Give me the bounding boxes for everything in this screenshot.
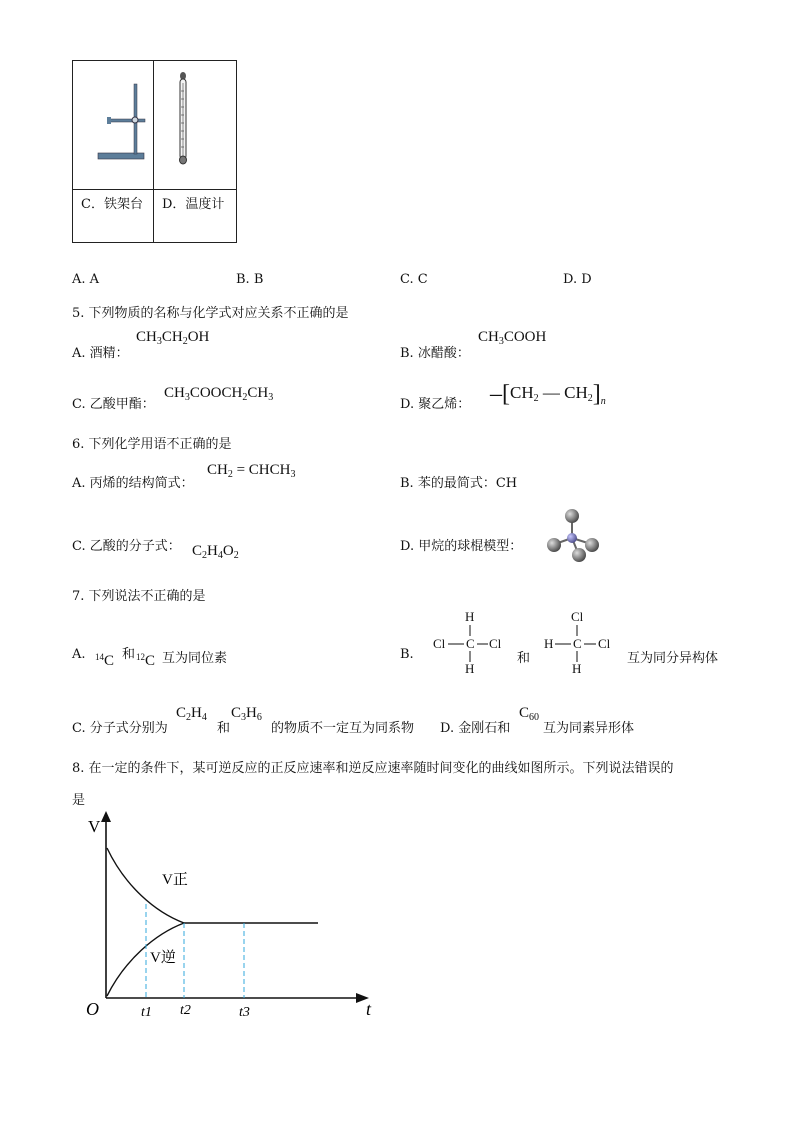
thermometer-image xyxy=(154,61,236,185)
svg-text:C: C xyxy=(466,636,475,651)
series-label-forward: V正 xyxy=(162,872,188,888)
q5-stem: 5. 下列物质的名称与化学式对应关系不正确的是 xyxy=(72,306,349,321)
q6-option-b[interactable]: B. 苯的最简式：CH xyxy=(400,476,518,491)
formula-c2h4: $C_2H_4$ xyxy=(176,705,207,723)
q4-option-c[interactable]: C. C xyxy=(400,272,428,287)
svg-text:Cl: Cl xyxy=(571,609,584,624)
q7-a-and: 和 xyxy=(122,647,136,662)
iron-stand-cell xyxy=(73,61,154,190)
y-axis-label: V xyxy=(88,817,101,836)
dichloromethane-structure-2 xyxy=(540,605,620,677)
q7-a-suffix: 互为同位素 xyxy=(162,651,228,666)
tick-label-t1: t1 xyxy=(141,1005,152,1020)
formula-acetic-acid: $CH_3COOH$ xyxy=(478,329,547,347)
formula-acetic-acid-molecular: $C_2H_4O_2$ xyxy=(192,543,239,561)
q6-option-c[interactable]: C. 乙酸的分子式： xyxy=(72,539,181,554)
y-axis-arrow xyxy=(101,811,111,822)
q6-option-a[interactable]: A. 丙烯的结构简式： xyxy=(72,476,194,491)
formula-propene: $CH_2$ = $CHCH_3$ xyxy=(207,462,296,480)
formula-c3h6: $C_3H_6$ xyxy=(231,705,262,723)
q5-option-a[interactable]: A. 酒精： xyxy=(72,346,129,361)
apparatus-table xyxy=(72,60,237,243)
q7-c-suffix: 的物质不一定互为同系物 xyxy=(271,721,415,736)
series-label-reverse: V逆 xyxy=(150,950,176,966)
svg-text:H: H xyxy=(465,609,475,624)
q7-b-suffix: 互为同分异构体 xyxy=(627,651,719,666)
svg-text:Cl: Cl xyxy=(433,636,446,651)
q5-option-d[interactable]: D. 聚乙烯： xyxy=(400,397,471,412)
thermometer-label: D．温度计 xyxy=(162,197,225,212)
q6-option-d[interactable]: D. 甲烷的球棍模型： xyxy=(400,539,523,554)
q6-stem: 6. 下列化学用语不正确的是 xyxy=(72,437,232,452)
q7-option-b[interactable]: B. xyxy=(400,647,414,662)
svg-text:C: C xyxy=(573,636,582,651)
q5-option-c[interactable]: C. 乙酸甲酯： xyxy=(72,397,155,412)
rate-time-chart xyxy=(80,808,380,1020)
tick-label-t2: t2 xyxy=(180,1003,191,1018)
q8-stem-line1: 8. 在一定的条件下，某可逆反应的正反应速率和逆反应速率随时间变化的曲线如图所示。下列说法错误的 xyxy=(72,761,674,776)
q7-option-c[interactable]: C. 分子式分别为 xyxy=(72,721,168,736)
iron-stand-label: C．铁架台 xyxy=(81,197,143,212)
tick-label-t3: t3 xyxy=(239,1005,250,1020)
iron-stand-image xyxy=(73,61,153,185)
methane-ball-stick-model xyxy=(540,506,606,564)
q8-stem-line2: 是 xyxy=(72,793,86,808)
q7-option-a[interactable]: A. xyxy=(72,647,86,662)
q5-option-b[interactable]: B. 冰醋酸： xyxy=(400,346,470,361)
q7-b-and: 和 xyxy=(517,651,531,666)
formula-polyethylene: $‒[CH_2$ — $CH_2]_n$ xyxy=(490,381,606,407)
q7-d-suffix: 互为同素异形体 xyxy=(543,721,635,736)
q4-option-a[interactable]: A. A xyxy=(72,272,100,287)
x-axis-label: t xyxy=(366,999,372,1019)
q7-stem: 7. 下列说法不正确的是 xyxy=(72,589,206,604)
formula-c60: $C_{60}$ xyxy=(519,705,540,723)
isotope-c14: $^{14}$C xyxy=(95,652,115,669)
svg-text:Cl: Cl xyxy=(489,636,502,651)
q7-c-and: 和 xyxy=(217,721,231,736)
svg-text:H: H xyxy=(544,636,554,651)
dichloromethane-structure-1 xyxy=(428,605,512,677)
q4-option-d[interactable]: D. D xyxy=(563,272,592,287)
isotope-c12: $^{12}$C xyxy=(136,652,156,669)
svg-text:Cl: Cl xyxy=(598,636,611,651)
formula-ethanol: $CH_3CH_2OH$ xyxy=(136,329,210,347)
svg-text:H: H xyxy=(572,661,582,676)
q4-option-b[interactable]: B. B xyxy=(236,272,264,287)
origin-label: O xyxy=(86,999,99,1019)
thermometer-cell xyxy=(154,61,237,190)
q7-option-d[interactable]: D. 金刚石和 xyxy=(440,721,511,736)
svg-text:H: H xyxy=(465,661,475,676)
formula-methyl-acetate: $CH_3COOCH_2CH_3$ xyxy=(164,385,274,403)
